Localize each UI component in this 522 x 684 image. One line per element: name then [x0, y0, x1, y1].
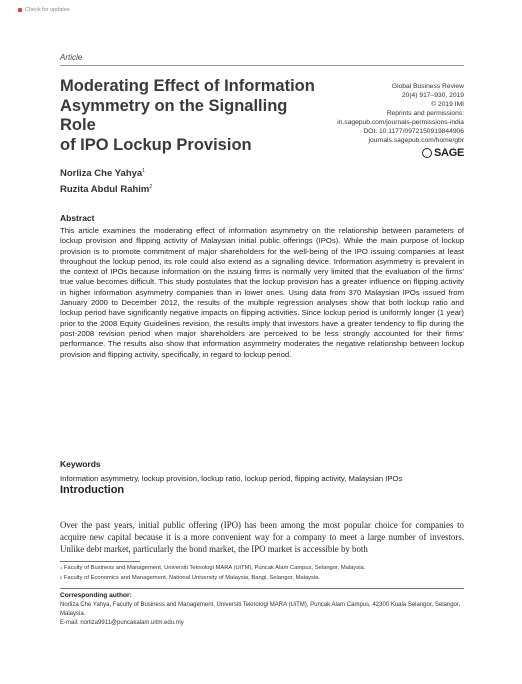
- journal-homepage-link[interactable]: journals.sagepub.com/home/gbr: [368, 137, 464, 144]
- publisher-logo-text: SAGE: [434, 147, 464, 159]
- check-for-updates-label: Check for updates: [25, 7, 70, 13]
- footnote-marker: 1: [60, 565, 63, 570]
- journal-volume: 20(4) 917–930, 2019: [401, 92, 464, 99]
- article-type-label: Article: [60, 53, 83, 62]
- introduction-heading: Introduction: [60, 484, 125, 496]
- author-2: [60, 184, 152, 195]
- author-affiliation-marker: 2: [149, 184, 153, 190]
- copyright: © 2019 IMI: [431, 101, 464, 108]
- corresponding-heading: Corresponding author:: [60, 592, 132, 599]
- journal-name: Global Business Review: [391, 83, 464, 90]
- author-affiliation-marker: 1: [142, 168, 145, 174]
- footnote-text: Faculty of Economics and Management, National University of Malaysia, Bangi, Selangor, Malaysia.: [63, 575, 321, 581]
- corresponding-rule: [60, 588, 464, 589]
- footnote-2: [60, 575, 480, 581]
- article-title: [60, 77, 322, 155]
- sage-logo-icon: [422, 148, 432, 158]
- title-line-2: Asymmetry on the Signalling Role: [60, 96, 288, 134]
- abstract-heading: Abstract: [60, 213, 95, 223]
- footnote-marker: 2: [60, 575, 63, 580]
- permissions-link[interactable]: in.sagepub.com/journals-permissions-india: [337, 119, 464, 126]
- check-for-updates-badge[interactable]: [18, 7, 70, 13]
- abstract-text: This article examines the moderating effect of information asymmetry on the relationship between parameters of lockup provision and flipping activity of Malaysian initial public offerings (IPOs). While the main purpose of lockup provision is to promote commitment of major shareholders for the well-being of the IPO issuing companies at least throughout the lockup period, its role could also extend as a signalling device. Information asymmetry is prevalent in the context of IPOs because information on the issuing firms is normally very limited that the evaluation of the firms’ true value becomes difficult. This study postulates that the lockup provision has a greater influence on flipping activity in higher information asymmetry companies than in lower ones. Using data from 370 Malaysian IPOs issued from January 2000 to December 2012, the results of the multiple regression analyses show that both lockup ratio and lockup period have significantly negative impacts on flipping activities. Since lockup period is uniformly longer (1 year) prior to the 2008 Equity Guidelines revision, the results imply that investors have a greater tendency to flip during the post-2008 revision period when major shareholders are perceived to be less strongly accounted for their firms’ performance. The results also show that information asymmetry moderates the negative relationship between lockup provision and flipping activity, specifically, in regard to lockup period.: [60, 226, 464, 359]
- reprints-label: Reprints and permissions:: [386, 110, 464, 117]
- doi-link[interactable]: DOI: 10.1177/0972150919844906: [363, 128, 464, 135]
- footnote-text: Faculty of Business and Management, Universiti Teknologi MARA (UiTM), Puncak Alam Campus, Selangor, Malaysia.: [63, 565, 366, 571]
- introduction-text: Over the past years, initial public offering (IPO) has been among the most popular choice for companies to acquire new capital because it is a more convenient way for a company to meet a large number of investors. Unlike debt market, particularly the bond market, the IPO market is accessible by both: [60, 520, 464, 554]
- crossmark-icon: [18, 8, 22, 12]
- publisher-logo: [422, 147, 464, 159]
- footnote-1: [60, 565, 480, 571]
- corresponding-details: [60, 601, 464, 628]
- footnote-rule: [60, 561, 140, 562]
- header-rule: [60, 65, 464, 66]
- author-name: Ruzita Abdul Rahim: [60, 184, 150, 195]
- corresponding-email[interactable]: E-mail: norliza9911@puncakalam.uitm.edu.my: [60, 620, 184, 626]
- corresponding-address: Norliza Che Yahya, Faculty of Business and Management, Universiti Teknologi MARA (UiTM), Puncak Alam Campus, 42300 Kuala Selangor, Selangor, Malaysia.: [60, 602, 461, 617]
- author-1: [60, 168, 145, 179]
- journal-meta: [337, 82, 464, 145]
- keywords-text: Information asymmetry, lockup provision, lockup ratio, lockup period, flipping activity, Malaysian IPOs: [60, 474, 403, 483]
- title-line-3: of IPO Lockup Provision: [60, 135, 252, 154]
- author-name: Norliza Che Yahya: [60, 168, 143, 179]
- title-line-1: Moderating Effect of Information: [60, 77, 315, 95]
- keywords-heading: Keywords: [60, 459, 101, 469]
